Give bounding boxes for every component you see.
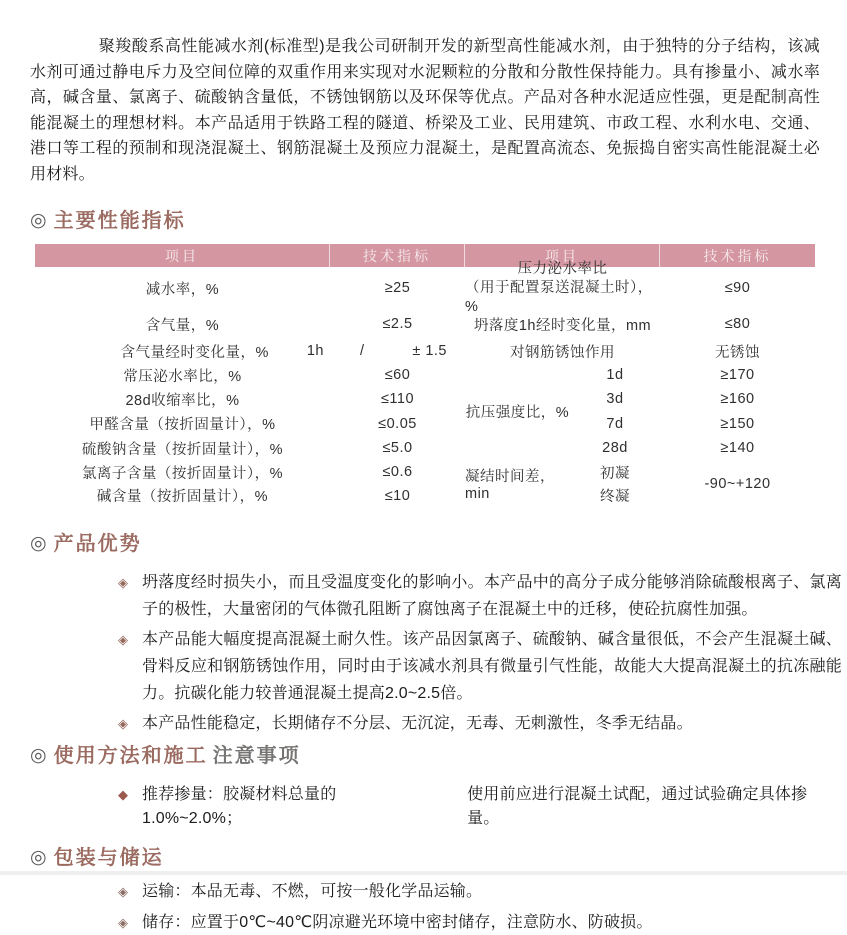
diamond-bullet-icon: ◈ xyxy=(118,915,128,930)
table-cell-value: ≥150 xyxy=(720,415,755,432)
section-header-usage xyxy=(30,743,820,769)
bullseye-icon: ◎ xyxy=(30,745,47,766)
advantage-text: 本产品性能稳定，长期储存不分层、无沉淀，无毒、无刺激性，冬季无结晶。 xyxy=(142,715,693,732)
table-cell-value: ≥160 xyxy=(720,391,755,407)
packing-storage-text: 储存：应置于0℃~40℃阴凉避光环境中密封储存，注意防水、防破损。 xyxy=(142,914,653,931)
table-cell-item: 甲醛含量（按折固量计），% xyxy=(89,417,276,433)
table-cell-value: ≤5.0 xyxy=(382,440,413,456)
table-cell-age: 1d xyxy=(606,367,624,383)
diamond-bullet-icon: ◈ xyxy=(118,884,128,899)
list-item xyxy=(118,569,842,623)
col-header-indicator-left: 技术指标 xyxy=(330,244,465,267)
performance-table-header xyxy=(35,244,815,267)
table-cell-setting-initial: 初凝 xyxy=(600,465,630,482)
list-item xyxy=(118,910,842,935)
section-title-packing: 包装与储运 xyxy=(53,847,164,869)
table-cell-age: 28d xyxy=(602,440,628,456)
section-title-advantages: 产品优势 xyxy=(53,533,142,555)
table-cell-item-label: 含气量经时变化量，% xyxy=(120,344,269,361)
table-cell-item xyxy=(465,260,660,315)
table-cell-value: ≤80 xyxy=(724,316,751,332)
table-cell-item: 减水率，% xyxy=(145,281,220,298)
col-header-item-left: 项目 xyxy=(35,244,330,267)
table-cell-value: ≥25 xyxy=(384,280,411,296)
section-header-performance xyxy=(30,208,820,234)
table-cell-value: ≤2.5 xyxy=(382,316,413,332)
table-cell-item: 碱含量（按折固量计），% xyxy=(96,489,269,505)
table-cell-value-number: ± 1.5 xyxy=(412,343,447,359)
table-cell-item: 坍落度1h经时变化量，mm xyxy=(473,317,652,334)
diamond-bullet-icon: ◈ xyxy=(118,575,128,590)
table-cell-value: ≥170 xyxy=(720,367,755,383)
section-title-usage: 使用方法和施工 xyxy=(53,745,208,767)
table-cell-setting-label: 凝结时间差，min xyxy=(465,469,555,502)
table-cell-value: ≤110 xyxy=(380,391,415,407)
diamond-bullet-icon: ◆ xyxy=(118,787,128,802)
list-item xyxy=(118,879,842,904)
bullseye-icon: ◎ xyxy=(30,847,47,868)
list-item xyxy=(118,710,842,737)
table-cell-value xyxy=(330,339,465,363)
advantage-text: 本产品能大幅度提高混凝土耐久性。该产品因氯离子、硫酸钠、碱含量很低，不会产生混凝土碱、骨料反应和钢筋锈蚀作用，同时由于该减水剂具有微量引气性能，故能大大提高混凝土的抗冻融能力。抗碳化能力较普通混凝土提高2.0~2.5倍。 xyxy=(142,631,842,702)
col-header-item-right: 项目 xyxy=(465,244,660,267)
table-cell-setting-final: 终凝 xyxy=(600,489,630,505)
table-cell-strength-label: 抗压强度比，% xyxy=(465,405,570,421)
section-title-usage-suffix: 注意事项 xyxy=(212,745,301,767)
section-header-packing xyxy=(30,845,820,871)
table-cell-value: ≥140 xyxy=(720,440,755,456)
table-cell-value: ≤0.05 xyxy=(378,415,417,432)
table-cell-item: 氯离子含量（按折固量计），% xyxy=(81,465,284,482)
packing-transport-text: 运输：本品无毒、不燃，可按一般化学品运输。 xyxy=(142,883,483,900)
table-cell-item: 硫酸钠含量（按折固量计），% xyxy=(81,441,284,458)
table-cell-item-line2: （用于配置泵送混凝土时），% xyxy=(465,279,653,315)
performance-table-body xyxy=(35,260,815,507)
intro-paragraph: 聚羧酸系高性能减水剂(标准型)是我公司研制开发的新型高性能减水剂，由于独特的分子结构，该减水剂可通过静电斥力及空间位障的双重作用来实现对水泥颗粒的分散和分散性保持能力。具有掺量小、减水率高，碱含量、氯离子、硫酸钠含量低，不锈蚀钢筋以及环保等优点。产品对各种水泥适应性强，更是配制高性能混凝土的理想材料。本产品适用于铁路工程的隧道、桥梁及工业、民用建筑、市政工程、水利水电、交通、港口等工程的预制和现浇混凝土、钢筋混凝土及预应力混凝土，是配置高流态、免振捣自密实高性能混凝土必用材料。 xyxy=(30,38,820,183)
table-cell-slash: / xyxy=(360,343,365,359)
table-cell-value: ≤10 xyxy=(384,487,411,504)
bullseye-icon: ◎ xyxy=(30,533,47,554)
list-item xyxy=(118,626,842,707)
table-cell-item: 含气量，% xyxy=(145,317,220,334)
table-cell-age: 7d xyxy=(606,415,624,432)
scan-edge-artifact xyxy=(0,871,847,875)
section-header-advantages xyxy=(30,531,820,557)
diamond-bullet-icon: ◈ xyxy=(118,716,128,731)
usage-note-text: 使用前应进行混凝土试配，通过试验确定具体掺量。 xyxy=(467,786,808,827)
table-cell-value: 无锈蚀 xyxy=(715,344,760,361)
table-cell-item: 常压泌水率比，% xyxy=(123,368,242,385)
performance-table xyxy=(35,244,815,507)
table-cell-value: -90~+120 xyxy=(704,475,771,492)
section-title-performance: 主要性能指标 xyxy=(53,210,186,232)
table-cell-item: 对钢筋锈蚀作用 xyxy=(510,344,615,361)
packing-list xyxy=(118,879,842,935)
table-cell-age: 3d xyxy=(606,391,624,407)
advantages-list xyxy=(118,569,842,737)
table-cell-value: ≤60 xyxy=(384,367,411,383)
table-cell-item-sub: 1h xyxy=(306,343,324,359)
table-cell-value: ≤0.6 xyxy=(382,464,413,480)
table-cell-value: ≤90 xyxy=(724,280,751,296)
col-header-indicator-right: 技术指标 xyxy=(703,247,772,264)
usage-dosage-text: 推荐掺量：胶凝材料总量的1.0%~2.0%； xyxy=(142,786,337,827)
usage-list-item xyxy=(118,783,820,831)
table-cell-item: 28d收缩率比，% xyxy=(125,392,240,409)
diamond-bullet-icon: ◈ xyxy=(118,632,128,647)
advantage-text: 坍落度经时损失小，而且受温度变化的影响小。本产品中的高分子成分能够消除硫酸根离子、氯离子的极性，大量密闭的气体微孔阻断了腐蚀离子在混凝土中的迁移，使砼抗腐性加强。 xyxy=(142,574,842,618)
table-cell-item xyxy=(35,339,330,363)
bullseye-icon: ◎ xyxy=(30,210,47,231)
table-cell-item-line1: 压力泌水率比 xyxy=(517,260,608,277)
